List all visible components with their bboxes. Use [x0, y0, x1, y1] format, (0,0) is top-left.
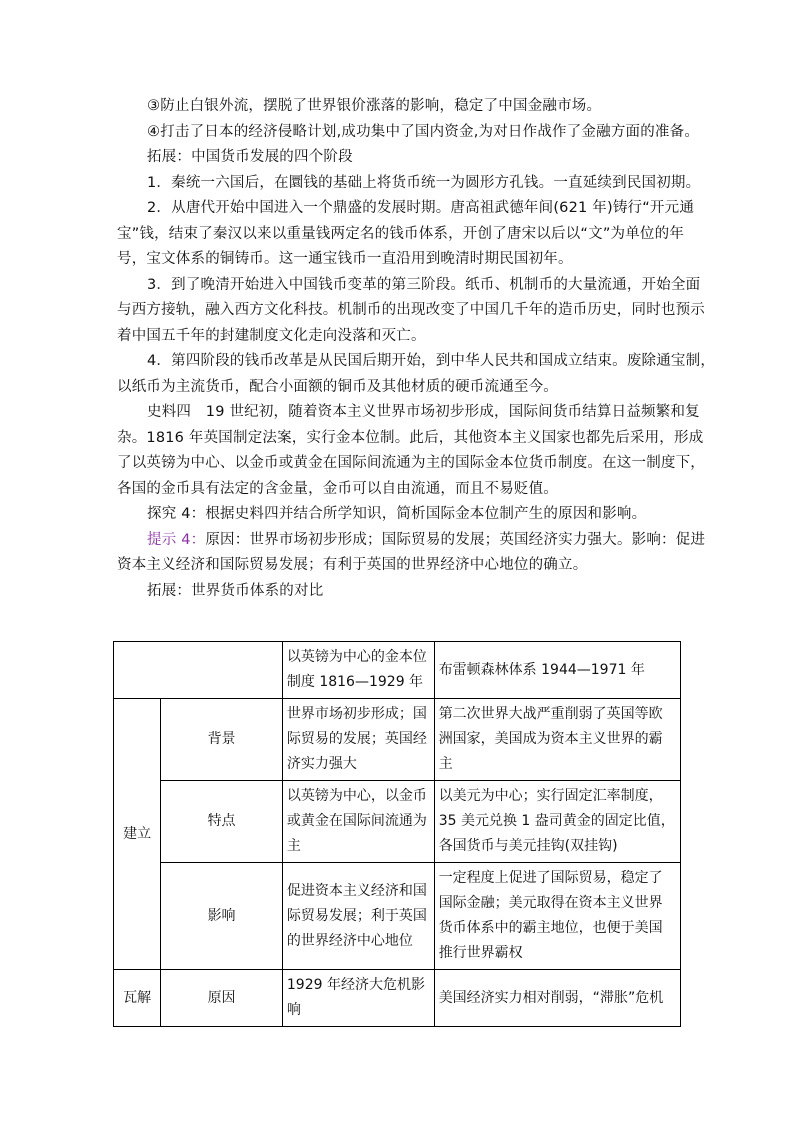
text-line: ③防止白银外流，摆脱了世界银价涨落的影响，稳定了中国金融市场。: [147, 98, 602, 114]
text-line: 了以英镑为中心、以金币或黄金在国际间流通为主的国际金本位货币制度。在这一制度下，: [117, 455, 705, 471]
text-line: 3．到了晚清开始进入中国钱币变革的第三阶段。纸币、机制币的大量流通，开始全面: [147, 276, 701, 293]
table-cell: 美国经济实力相对削弱，“滞胀”危机: [434, 970, 680, 1027]
table-cell: 促进资本主义经济和国际贸易发展；利于英国的世界经济中心地位: [282, 863, 434, 970]
table-caption: 拓展：世界货币体系的对比: [147, 582, 324, 599]
text-line: 探究 4：根据史料四并结合所学知识，简析国际金本位制产生的原因和影响。: [147, 506, 647, 522]
text-line: 号，宝文体系的铜铸币。这一通宝钱币一直沿用到晚清时期民国初年。: [117, 251, 573, 267]
table-row: [114, 699, 681, 781]
table-row: [114, 970, 681, 1027]
hint-line: [117, 528, 706, 554]
hint-text: 原因：世界市场初步形成；国际贸易的发展；英国经济实力强大。影响：促进: [205, 531, 706, 548]
header-bretton-woods: 布雷顿森林体系 1944—1971 年: [434, 642, 680, 699]
row-label: 影响: [161, 863, 283, 970]
header-gold-standard: 以英镑为中心的金本位制度 1816—1929 年: [282, 642, 434, 699]
text-line: ④打击了日本的经济侵略计划,成功集中了国内资金,为对日作战作了金融方面的准备。: [147, 123, 700, 140]
row-label: 背景: [161, 699, 283, 781]
table-row: [114, 863, 681, 970]
table-header-row: [114, 642, 681, 699]
text-line: 1．秦统一六国后，在圜钱的基础上将货币统一为圆形方孔钱。一直延续到民国初期。: [147, 174, 701, 191]
table-cell: 以美元为中心；实行固定汇率制度，35 美元兑换 1 盎司黄金的固定比值，各国货币与美元挂钩(双挂钩): [434, 781, 680, 863]
text-line: 宝”钱，结束了秦汉以来以重量钱两定名的钱币体系，开创了唐宋以后以“文”为单位的年: [117, 225, 685, 242]
hint-label: 提示 4：: [147, 531, 206, 548]
text-line: 2．从唐代开始中国进入一个鼎盛的发展时期。唐高祖武德年间(621 年)铸行“开元通: [147, 200, 695, 216]
table-cell: 以英镑为中心，以金币或黄金在国际间流通为主: [282, 781, 434, 863]
text-line: 拓展：中国货币发展的四个阶段: [147, 149, 353, 165]
text-line: 史料四 19 世纪初，随着资本主义世界市场初步形成，国际间货币结算日益频繁和复: [147, 404, 700, 420]
text-line: 与西方接轨，融入西方文化科技。机制币的出现改变了中国几千年的造币历史，同时也预示: [117, 302, 705, 318]
body-text: [117, 94, 716, 604]
group-label-collapse: 瓦解: [114, 970, 161, 1027]
currency-system-table: [113, 641, 681, 1027]
text-line: 以纸币为主流货币，配合小面额的铜币及其他材质的硬币流通至今。: [117, 378, 558, 395]
table-cell: 一定程度上促进了国际贸易，稳定了国际金融；美元取得在资本主义世界货币体系中的霸主地位，也便于美国推行世界霸权: [434, 863, 680, 970]
group-label-establish: 建立: [114, 699, 161, 970]
text-line: 杂。1816 年英国制定法案，实行金本位制。此后，其他资本主义国家也都先后采用，形成: [117, 429, 704, 446]
row-label: 原因: [161, 970, 283, 1027]
text-line: 着中国五千年的封建制度文化走向没落和灭亡。: [117, 327, 426, 344]
hint-line: 资本主义经济和国际贸易发展；有利于英国的世界经济中心地位的确立。: [117, 557, 588, 573]
row-label: 特点: [161, 781, 283, 863]
table-corner-cell: [114, 642, 283, 699]
text-line: 4．第四阶段的钱币改革是从民国后期开始，到中华人民共和国成立结束。废除通宝制，: [147, 353, 716, 369]
table-cell: 1929 年经济大危机影响: [282, 970, 434, 1027]
table-row: [114, 781, 681, 863]
text-line: 各国的金币具有法定的含金量，金币可以自由流通，而且不易贬值。: [117, 480, 558, 497]
table-cell: 世界市场初步形成；国际贸易的发展；英国经济实力强大: [282, 699, 434, 781]
table-cell: 第二次世界大战严重削弱了英国等欧洲国家，美国成为资本主义世界的霸主: [434, 699, 680, 781]
